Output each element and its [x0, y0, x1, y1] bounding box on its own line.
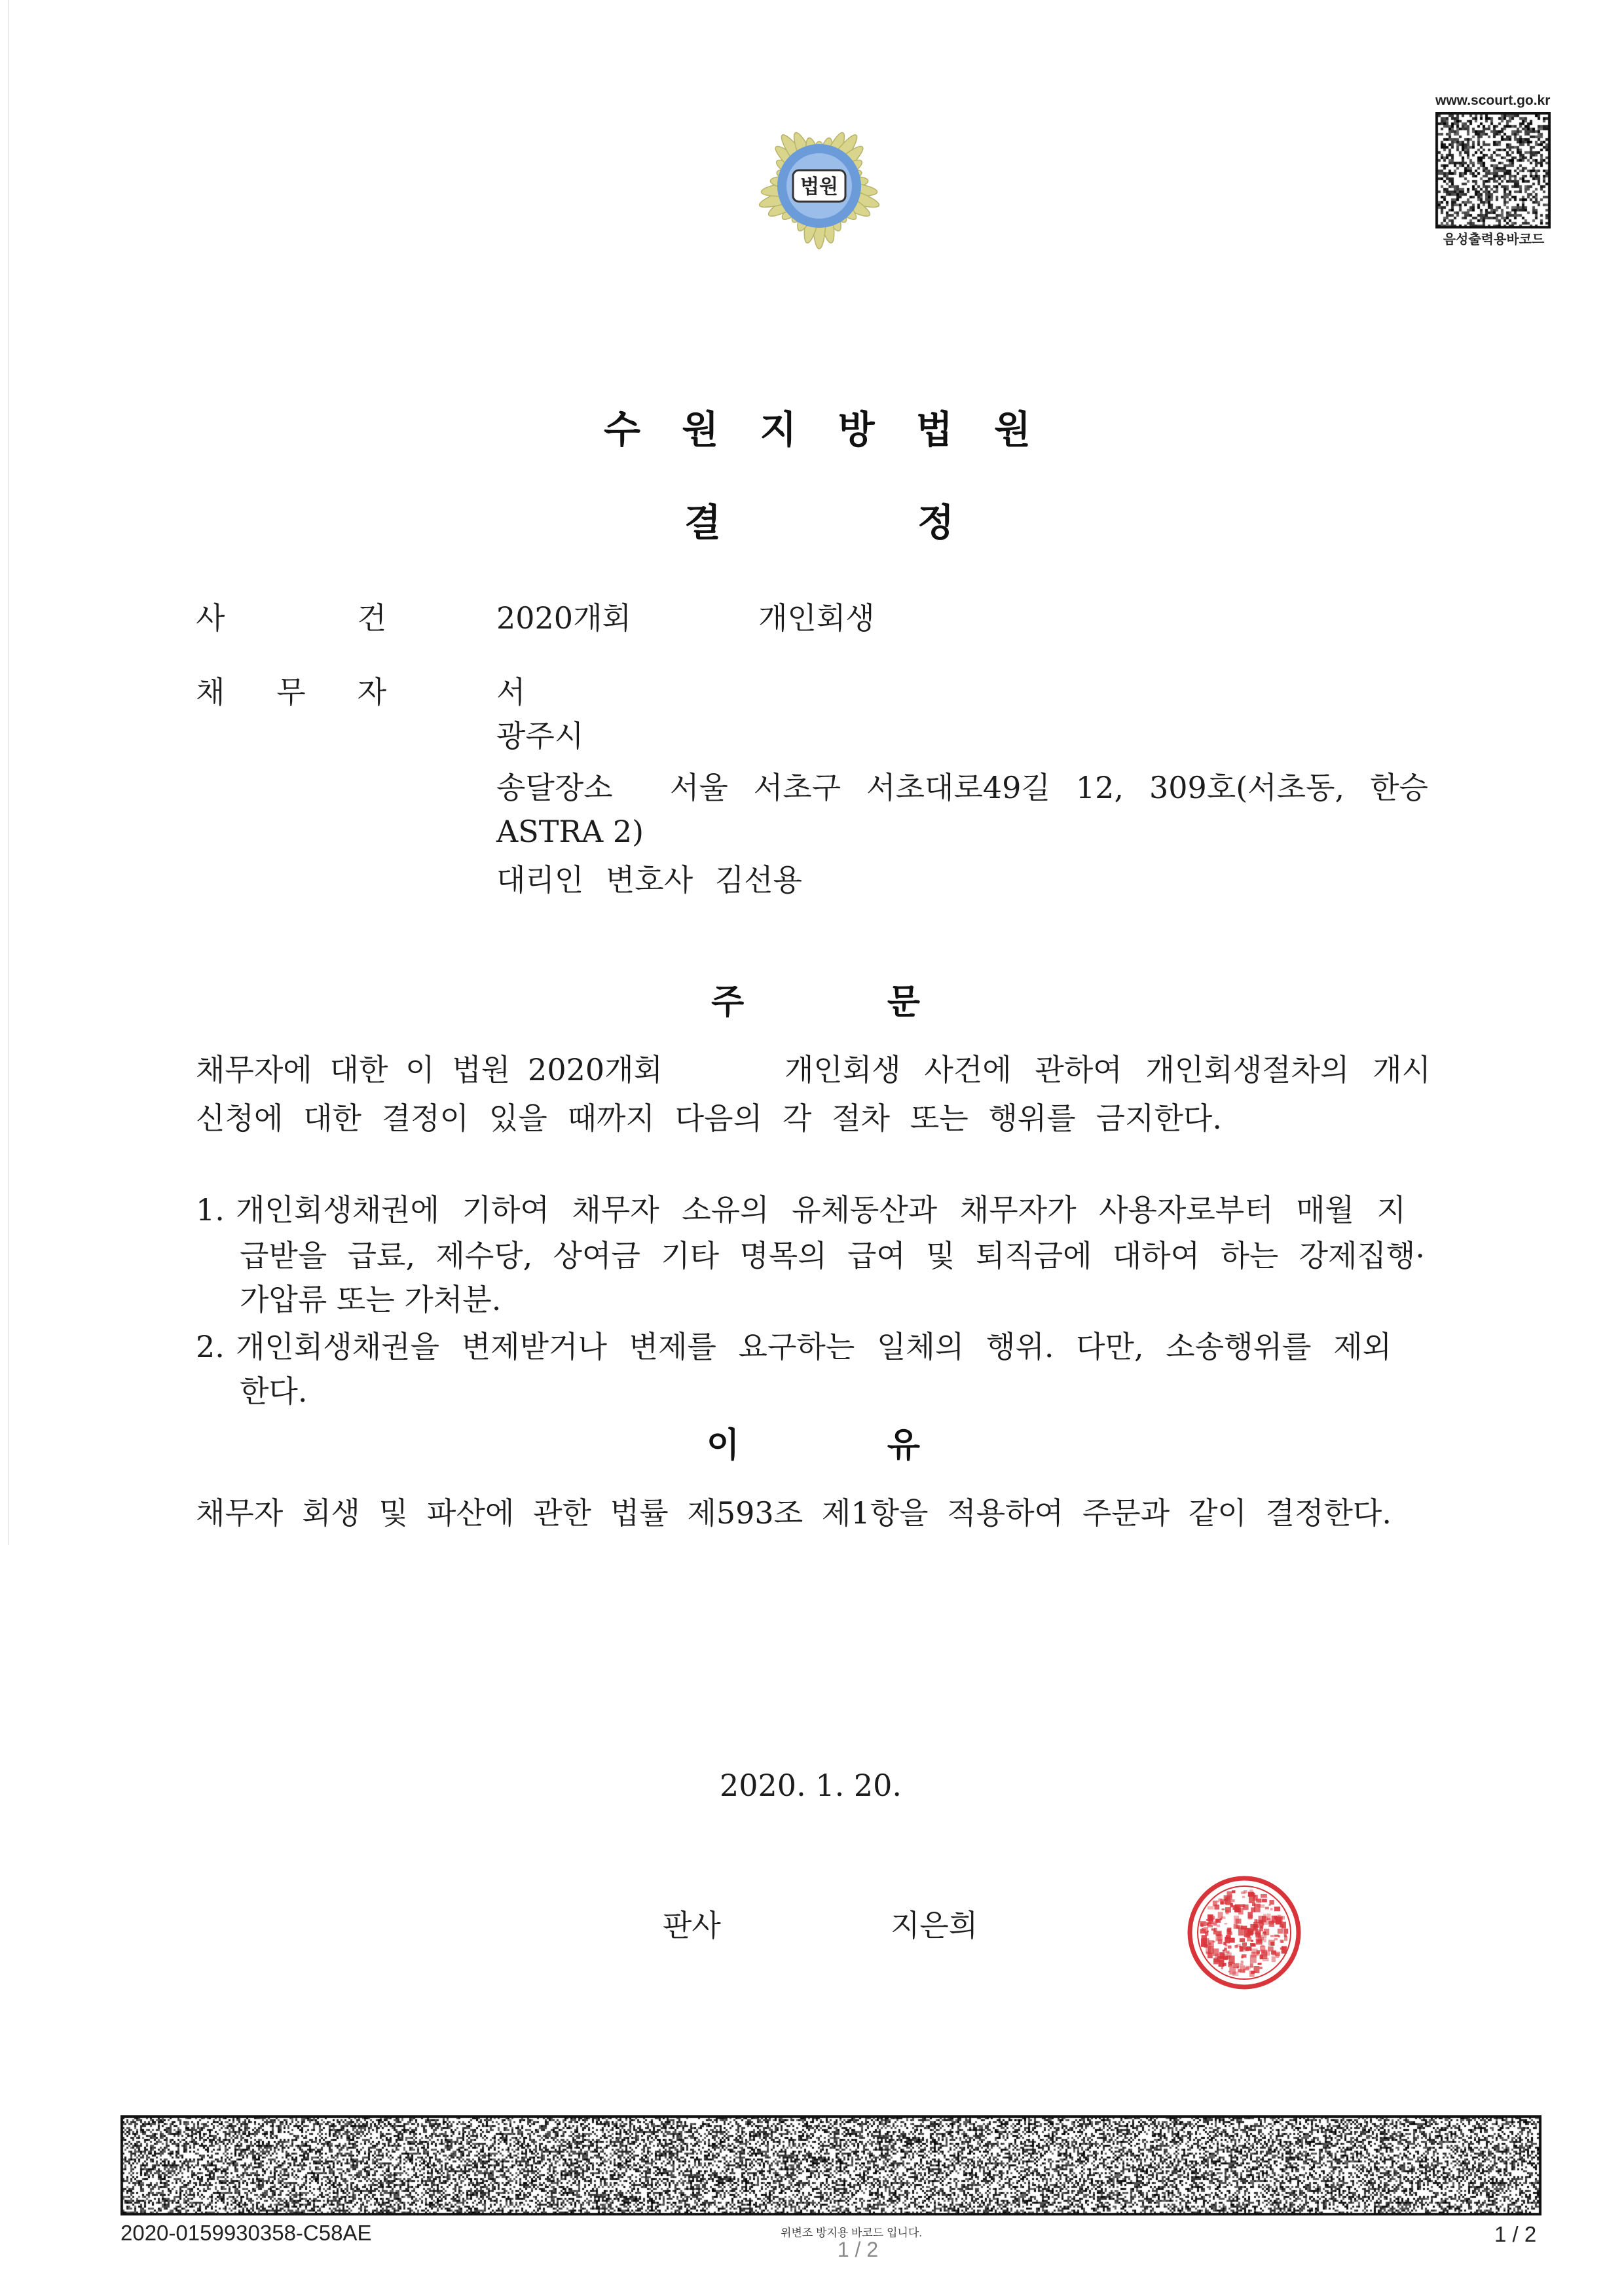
seal-speck: [1263, 1958, 1269, 1961]
seal-speck: [1265, 1907, 1269, 1910]
seal-speck: [1243, 1904, 1249, 1910]
seal-speck: [1241, 1961, 1244, 1963]
seal-speck: [1242, 1896, 1245, 1898]
seal-speck: [1228, 1946, 1232, 1949]
seal-speck: [1262, 1899, 1267, 1902]
seal-speck: [1281, 1950, 1283, 1952]
order-item-line: 한다.: [240, 1374, 308, 1409]
seal-speck: [1223, 1950, 1225, 1952]
seal-speck: [1254, 1895, 1256, 1897]
seal-speck: [1256, 1939, 1263, 1944]
seal-speck: [1202, 1928, 1204, 1931]
qr-caption: 음성출력용바코드: [1443, 232, 1545, 247]
seal-speck: [1261, 1894, 1267, 1898]
document-id: 2020-0159930358-C58AE: [120, 2221, 372, 2245]
decision-date: 2020. 1. 20.: [720, 1768, 902, 1803]
debtor-label: [196, 672, 386, 712]
scan-edge-line: [8, 0, 9, 1545]
seal-speck: [1229, 1967, 1236, 1975]
delivery-address-line2: ASTRA 2): [496, 814, 644, 849]
seal-speck: [1225, 1923, 1228, 1925]
seal-speck: [1234, 1916, 1239, 1923]
seal-speck: [1269, 1900, 1274, 1904]
seal-speck: [1278, 1915, 1281, 1917]
seal-speck: [1213, 1948, 1219, 1956]
order-intro-line2: 신청에 대한 결정이 있을 때까지 다음의 각 절차 또는 행위를 금지한다.: [196, 1101, 1222, 1136]
seal-speck: [1253, 1952, 1256, 1954]
seal-speck: [1259, 1967, 1263, 1969]
seal-speck: [1252, 1903, 1255, 1906]
seal-speck: [1251, 1944, 1256, 1947]
seal-speck: [1249, 1889, 1253, 1892]
order-item-line: 급받을 급료, 제수당, 상여금 기타 명목의 급여 및 퇴직금에 대하여 하는 강제집행·: [240, 1238, 1425, 1273]
seal-speck: [1242, 1954, 1247, 1958]
order-item-line: 가압류 또는 가처분.: [240, 1282, 502, 1317]
seal-speck: [1223, 1942, 1226, 1945]
seal-speck: [1274, 1938, 1278, 1941]
seal-speck: [1253, 1922, 1259, 1928]
seal-speck: [1202, 1935, 1207, 1939]
seal-speck: [1213, 1923, 1217, 1926]
seal-speck: [1222, 1908, 1225, 1910]
page-number-center: 1 / 2: [837, 2238, 879, 2261]
seal-speck: [1208, 1906, 1214, 1909]
anti-forgery-barcode: [120, 2115, 1541, 2215]
reason-heading-char: 유: [887, 1426, 920, 1465]
reason-heading: [707, 1423, 920, 1468]
barcode-note: 위변조 방지용 바코드 입니다.: [781, 2227, 922, 2239]
seal-speck: [1246, 1966, 1251, 1970]
qr-url-text: www.scourt.go.kr: [1435, 93, 1551, 108]
court-name-char: 수: [604, 407, 641, 452]
court-name-char: 방: [838, 407, 875, 452]
seal-speck: [1206, 1946, 1211, 1953]
judge-name: 지은희: [891, 1908, 978, 1943]
seal-speck: [1233, 1963, 1239, 1968]
court-name-char: 원: [682, 407, 719, 452]
seal-speck: [1225, 1907, 1231, 1912]
seal-speck: [1239, 1946, 1241, 1948]
seal-speck: [1205, 1931, 1208, 1935]
seal-speck: [1208, 1918, 1212, 1922]
case-label-char: 건: [357, 600, 386, 636]
seal-speck: [1263, 1914, 1266, 1917]
seal-speck: [1228, 1895, 1232, 1899]
seal-speck: [1253, 1966, 1259, 1973]
seal-speck: [1260, 1925, 1263, 1928]
judge-seal: [1184, 1872, 1304, 1993]
seal-speck: [1268, 1920, 1274, 1924]
seal-speck: [1220, 1899, 1227, 1904]
seal-speck: [1227, 1927, 1231, 1932]
seal-speck: [1250, 1955, 1257, 1963]
seal-speck: [1228, 1932, 1232, 1935]
order-heading-char: 주: [711, 983, 745, 1022]
seal-speck: [1274, 1935, 1279, 1937]
court-name: [604, 403, 1031, 456]
seal-speck: [1250, 1963, 1253, 1968]
seal-speck: [1203, 1938, 1209, 1946]
seal-speck: [1261, 1945, 1264, 1947]
seal-speck: [1244, 1890, 1247, 1893]
seal-speck: [1232, 1890, 1236, 1893]
judge-title: 판사: [663, 1908, 721, 1943]
order-item-number: 2.: [196, 1329, 225, 1364]
seal-speck: [1218, 1912, 1223, 1918]
seal-speck: [1247, 1912, 1253, 1918]
order-intro-line1-a: 채무자에 대한 이 법원 2020개회: [196, 1052, 663, 1087]
seal-speck: [1228, 1971, 1230, 1972]
delivery-address-line1: 서울 서초구 서초대로49길 12, 309호(서초동, 한승: [670, 770, 1428, 805]
seal-speck: [1268, 1940, 1275, 1946]
seal-speck: [1274, 1906, 1280, 1911]
seal-speck: [1246, 1933, 1250, 1938]
seal-speck: [1282, 1922, 1286, 1928]
court-name-char: 지: [760, 407, 797, 452]
seal-speck: [1270, 1908, 1273, 1910]
case-name: 개인회생: [758, 600, 875, 636]
case-label: [196, 598, 386, 638]
seal-speck: [1255, 1931, 1259, 1934]
seal-speck: [1282, 1946, 1287, 1954]
page-number-right: 1 / 2: [1494, 2222, 1537, 2246]
seal-speck: [1218, 1939, 1223, 1944]
seal-speck: [1207, 1931, 1209, 1932]
seal-speck: [1256, 1899, 1261, 1903]
debtor-address: 광주시: [496, 718, 584, 754]
seal-speck: [1262, 1952, 1264, 1954]
court-name-char: 법: [915, 407, 953, 452]
debtor-label-char: 자: [357, 674, 386, 710]
seal-speck: [1280, 1940, 1284, 1943]
representative: 대리인 변호사 김선용: [496, 862, 802, 898]
seal-speck: [1240, 1938, 1245, 1942]
delivery-label: 송달장소: [496, 770, 613, 805]
seal-speck: [1257, 1904, 1261, 1907]
reason-text: 채무자 회생 및 파산에 관한 법률 제593조 제1항을 적용하여 주문과 같이 결정한다.: [196, 1495, 1392, 1531]
court-name-char: 원: [993, 407, 1031, 452]
seal-speck: [1240, 1963, 1243, 1965]
seal-speck: [1232, 1899, 1235, 1902]
case-number: 2020개회: [496, 600, 631, 636]
seal-speck: [1213, 1958, 1219, 1964]
seal-speck: [1256, 1952, 1259, 1955]
seal-speck: [1226, 1935, 1231, 1939]
seal-speck: [1251, 1907, 1255, 1912]
document-type-char: 정: [917, 500, 954, 545]
seal-texture: [1200, 1889, 1288, 1977]
seal-speck: [1213, 1931, 1217, 1935]
seal-speck: [1219, 1960, 1225, 1967]
seal-speck: [1213, 1941, 1215, 1942]
seal-speck: [1208, 1925, 1213, 1927]
qr-code: [1435, 112, 1551, 228]
seal-speck: [1238, 1969, 1242, 1972]
seal-speck: [1208, 1915, 1212, 1918]
case-label-char: 사: [196, 600, 225, 636]
document-type: [684, 496, 954, 549]
reason-heading-char: 이: [707, 1426, 740, 1465]
order-item-line: 개인회생채권에 기하여 채무자 소유의 유체동산과 채무자가 사용자로부터 매월 지: [236, 1192, 1406, 1228]
order-intro-line1-b: 개인회생 사건에 관하여 개인회생절차의 개시: [784, 1052, 1431, 1087]
order-heading: [711, 979, 920, 1025]
seal-speck: [1232, 1905, 1238, 1910]
seal-speck: [1217, 1935, 1223, 1940]
seal-speck: [1272, 1950, 1276, 1956]
seal-speck: [1243, 1946, 1245, 1948]
seal-speck: [1223, 1956, 1228, 1960]
seal-speck: [1259, 1928, 1263, 1931]
court-emblem: [743, 117, 895, 255]
seal-speck: [1242, 1969, 1245, 1973]
seal-speck: [1276, 1917, 1282, 1925]
document-type-char: 결: [684, 500, 722, 545]
seal-speck: [1283, 1929, 1288, 1934]
seal-speck: [1278, 1929, 1283, 1934]
seal-speck: [1234, 1923, 1238, 1929]
emblem-text: 법원: [800, 175, 838, 198]
seal-speck: [1264, 1929, 1269, 1935]
seal-speck: [1270, 1935, 1274, 1937]
seal-speck: [1206, 1919, 1208, 1921]
seal-speck: [1285, 1935, 1287, 1937]
order-item-number: 1.: [196, 1192, 225, 1228]
seal-speck: [1258, 1963, 1262, 1965]
seal-speck: [1272, 1956, 1276, 1962]
seal-speck: [1213, 1901, 1217, 1906]
seal-speck: [1242, 1942, 1247, 1946]
seal-speck: [1200, 1921, 1206, 1926]
seal-speck: [1260, 1904, 1264, 1908]
seal-speck: [1228, 1962, 1233, 1967]
debtor-name: 서: [496, 674, 526, 710]
debtor-label-char: 무: [276, 674, 306, 710]
debtor-label-char: 채: [196, 674, 225, 710]
order-heading-char: 문: [887, 983, 920, 1022]
seal-speck: [1217, 1925, 1220, 1927]
seal-speck: [1246, 1946, 1251, 1951]
order-item-line: 개인회생채권을 변제받거나 변제를 요구하는 일체의 행위. 다만, 소송행위를 제외: [236, 1329, 1392, 1364]
seal-speck: [1215, 1919, 1219, 1922]
